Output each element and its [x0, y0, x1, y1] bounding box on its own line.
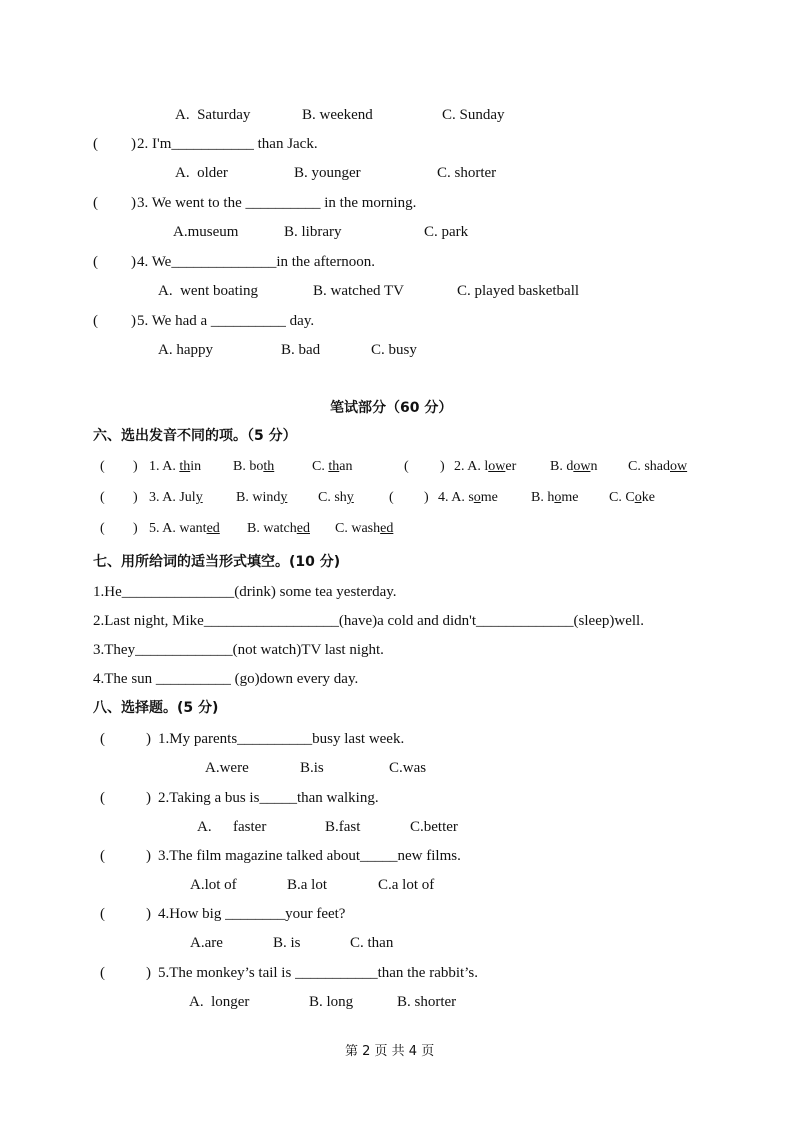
- s8-q2-option-b: B.fast: [325, 819, 361, 835]
- s8-q5-text: 5.The monkey’s tail is ___________than the rabbit’s.: [158, 965, 478, 981]
- s6-q5-option-c: C. washed: [335, 521, 394, 536]
- s8-q5-paren-open[interactable]: (: [100, 965, 105, 981]
- q5-option-b: B. bad: [281, 342, 321, 358]
- s8-q3-paren-open[interactable]: (: [100, 848, 105, 864]
- q2-paren-open[interactable]: (: [93, 136, 98, 152]
- s8-q1-paren-open[interactable]: (: [100, 731, 105, 747]
- s6-q1-paren-open[interactable]: (: [100, 459, 105, 474]
- s8-q4-option-b: B. is: [273, 935, 301, 951]
- s6-q3-option-b: B. windy: [236, 490, 288, 505]
- q1-option-a: A. Saturday: [175, 107, 251, 123]
- s8-q5-option-a: A. longer: [189, 994, 250, 1010]
- s8-q1-option-a: A.were: [205, 760, 249, 776]
- q3-option-b: B. library: [284, 224, 342, 240]
- s8-q5-option-c: B. shorter: [397, 994, 457, 1010]
- section7-title: 七、用所给词的适当形式填空。(10 分): [93, 554, 341, 570]
- s6-q2-option-b: B. down: [550, 459, 598, 474]
- s8-q4-option-a: A.are: [190, 935, 223, 951]
- written-part-title: 笔试部分（60 分）: [330, 400, 453, 416]
- q2-option-c: C. shorter: [437, 165, 497, 181]
- q4-text: 4. We______________in the afternoon.: [137, 254, 376, 270]
- s6-q4-option-a: 4. A. some: [438, 490, 498, 505]
- s6-q5-paren-open[interactable]: (: [100, 521, 105, 536]
- s6-q1-paren-close: ): [133, 459, 138, 474]
- s8-q5-option-b: B. long: [309, 994, 354, 1010]
- q5-paren-open[interactable]: (: [93, 313, 98, 329]
- s8-q1-text: 1.My parents__________busy last week.: [158, 731, 405, 747]
- s7-item-2: 2.Last night, Mike__________________(have)a cold and didn't_____________(sleep)well.: [93, 613, 644, 629]
- s6-q3-paren-open[interactable]: (: [100, 490, 105, 505]
- s8-q3-paren-close: ): [146, 848, 151, 864]
- s7-item-4: 4.The sun __________ (go)down every day.: [93, 671, 359, 687]
- q3-option-c: C. park: [424, 224, 469, 240]
- s6-q3-option-c: C. shy: [318, 490, 354, 505]
- s6-q1-option-b: B. both: [233, 459, 275, 474]
- s6-q3-paren-close: ): [133, 490, 138, 505]
- s8-q4-text: 4.How big ________your feet?: [158, 906, 346, 922]
- s8-q3-option-a: A.lot of: [190, 877, 237, 893]
- s8-q2-text: 2.Taking a bus is_____than walking.: [158, 790, 379, 806]
- s8-q3-option-c: C.a lot of: [378, 877, 435, 893]
- q5-paren-close: ): [131, 313, 136, 329]
- s6-q4-paren-open[interactable]: (: [389, 490, 394, 505]
- s8-q2-option-a-letter: A.: [197, 819, 212, 835]
- q4-paren-close: ): [131, 254, 136, 270]
- s8-q2-option-a: faster: [233, 819, 267, 835]
- q4-paren-open[interactable]: (: [93, 254, 98, 270]
- s8-q1-option-b: B.is: [300, 760, 324, 776]
- section6-title: 六、选出发音不同的项。（5 分）: [93, 428, 297, 444]
- s8-q4-option-c: C. than: [350, 935, 394, 951]
- s8-q4-paren-close: ): [146, 906, 151, 922]
- q1-option-b: B. weekend: [302, 107, 373, 123]
- s7-item-1: 1.He_______________(drink) some tea yesterday.: [93, 584, 397, 600]
- s8-q2-paren-close: ): [146, 790, 151, 806]
- s6-q2-option-a: 2. A. lower: [454, 459, 517, 474]
- s8-q4-paren-open[interactable]: (: [100, 906, 105, 922]
- s6-q1-option-c: C. than: [312, 459, 353, 474]
- s8-q3-option-b: B.a lot: [287, 877, 327, 893]
- s8-q5-paren-close: ): [146, 965, 151, 981]
- s6-q4-option-b: B. home: [531, 490, 579, 505]
- q5-text: 5. We had a __________ day.: [137, 313, 315, 329]
- q3-text: 3. We went to the __________ in the morning.: [137, 195, 417, 211]
- s6-q5-option-a: 5. A. wanted: [149, 521, 220, 536]
- q2-paren-close: ): [131, 136, 136, 152]
- s6-q3-option-a: 3. A. July: [149, 490, 203, 505]
- s6-q2-paren-open[interactable]: (: [404, 459, 409, 474]
- s8-q1-option-c: C.was: [389, 760, 427, 776]
- s7-item-3: 3.They_____________(not watch)TV last night.: [93, 642, 384, 658]
- q3-paren-open[interactable]: (: [93, 195, 98, 211]
- s6-q5-paren-close: ): [133, 521, 138, 536]
- s8-q1-paren-close: ): [146, 731, 151, 747]
- s6-q5-option-b: B. watched: [247, 521, 310, 536]
- s6-q1-option-a: 1. A. thin: [149, 459, 202, 474]
- section8-title: 八、选择题。(5 分): [93, 700, 219, 716]
- page-footer: 第 2 页 共 4 页: [345, 1044, 435, 1059]
- q1-option-c: C. Sunday: [442, 107, 505, 123]
- q2-option-a: A. older: [175, 165, 228, 181]
- q4-option-a: A. went boating: [158, 283, 258, 299]
- s8-q2-option-c: C.better: [410, 819, 458, 835]
- q5-option-a: A. happy: [158, 342, 213, 358]
- q2-text: 2. I'm___________ than Jack.: [137, 136, 318, 152]
- q2-option-b: B. younger: [294, 165, 361, 181]
- s8-q2-paren-open[interactable]: (: [100, 790, 105, 806]
- q4-option-c: C. played basketball: [457, 283, 580, 299]
- q3-paren-close: ): [131, 195, 136, 211]
- q4-option-b: B. watched TV: [313, 283, 404, 299]
- s8-q3-text: 3.The film magazine talked about_____new films.: [158, 848, 461, 864]
- s6-q4-option-c: C. Coke: [609, 490, 655, 505]
- s6-q2-paren-close: ): [440, 459, 445, 474]
- q3-option-a: A.museum: [173, 224, 239, 240]
- s6-q4-paren-close: ): [424, 490, 429, 505]
- s6-q2-option-c: C. shadow: [628, 459, 688, 474]
- q5-option-c: C. busy: [371, 342, 417, 358]
